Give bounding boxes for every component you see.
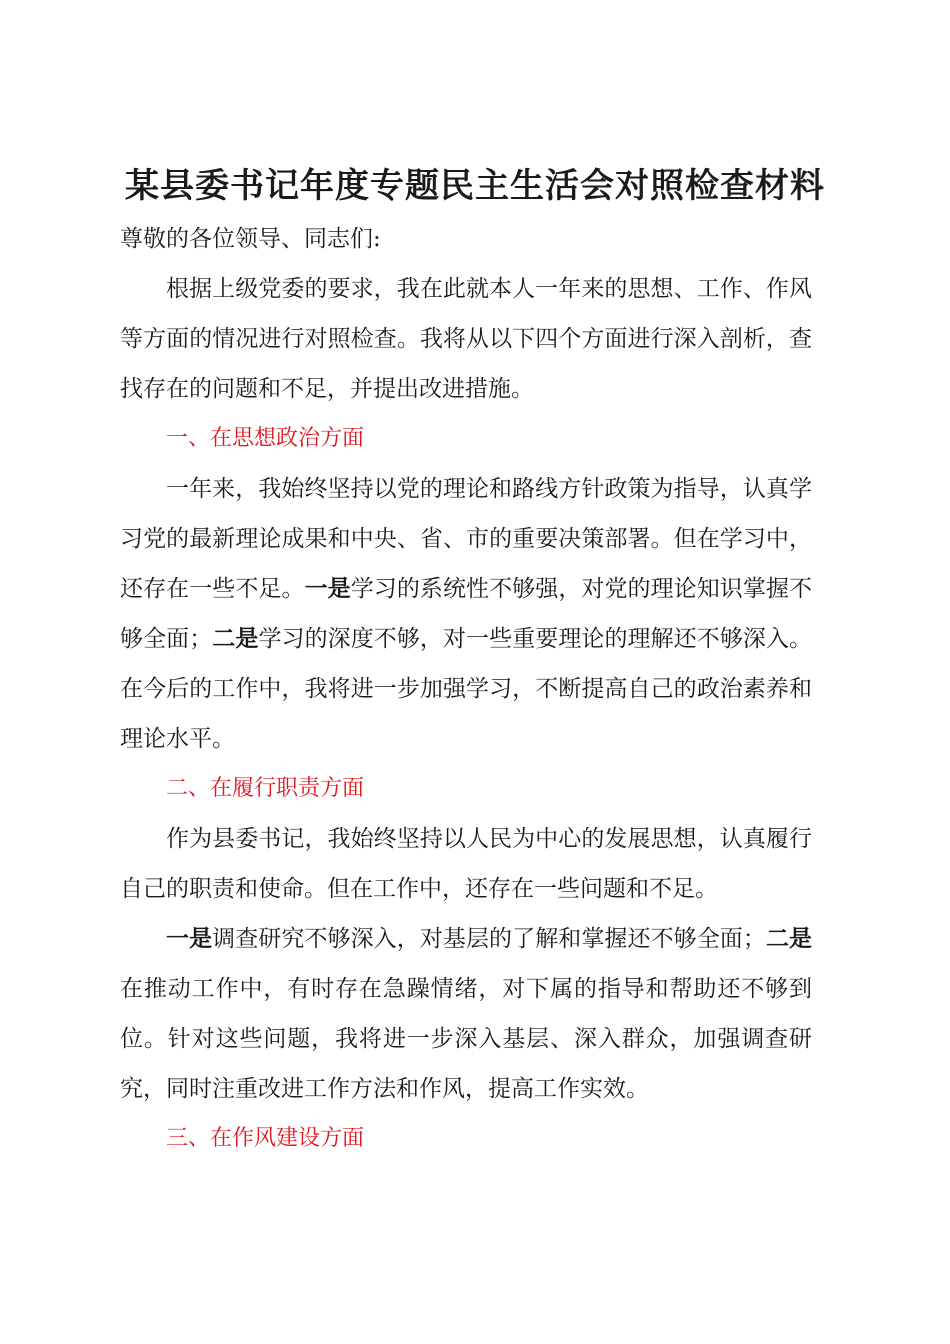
salutation: 尊敬的各位领导、同志们:: [120, 226, 381, 252]
section-1-paragraph: [120, 464, 812, 764]
intro-paragraph: 根据上级党委的要求，我在此就本人一年来的思想、工作、作风等方面的情况进行对照检查。我将从以下四个方面进行深入剖析，查找存在的问题和不足，并提出改进措施。: [120, 276, 812, 402]
point-two-label: 二是: [212, 625, 259, 652]
point-one-label: 一是: [166, 925, 213, 952]
section-heading-2: 二、在履行职责方面: [166, 776, 365, 801]
document-body: [120, 214, 812, 1164]
section-heading-3: 三、在作风建设方面: [166, 1126, 365, 1151]
section-1-text-d: 学习的深度不够，对一些重要理论的理解还不够深入。在今后的工作中，我将进一步加强学习，不断提高自己的政治素养和理论水平。: [120, 626, 813, 752]
section-1-text-a: 一年来，我始终坚持以党的理论和路线方针政策为指导，认真学习党的最新理论成果和中央、省、市的重要决策部署。但在学习中，还存在一些不足。: [120, 476, 812, 602]
section-2-text-a: 调查研究不够深入，对基层的了解和掌握还不够全面；: [212, 926, 766, 952]
section-1-text-c: 学习的系统性不够强，对党的理论知识掌握不够全面；: [120, 576, 813, 652]
section-2-paragraph-1: 作为县委书记，我始终坚持以人民为中心的发展思想，认真履行自己的职责和使命。但在工作中，还存在一些问题和不足。: [120, 826, 812, 902]
section-heading-1: 一、在思想政治方面: [166, 426, 365, 451]
point-two-label: 二是: [765, 925, 813, 952]
section-2-text-c: 在推动工作中，有时存在急躁情绪，对下属的指导和帮助还不够到位。针对这些问题，我将进一步深入基层、深入群众，加强调查研究，同时注重改进工作方法和作风，提高工作实效。: [120, 976, 812, 1102]
section-2-paragraph-2: [120, 914, 812, 1114]
document-title: 某县委书记年度专题民主生活会对照检查材料: [125, 166, 825, 206]
point-one-label: 一是: [304, 575, 351, 602]
